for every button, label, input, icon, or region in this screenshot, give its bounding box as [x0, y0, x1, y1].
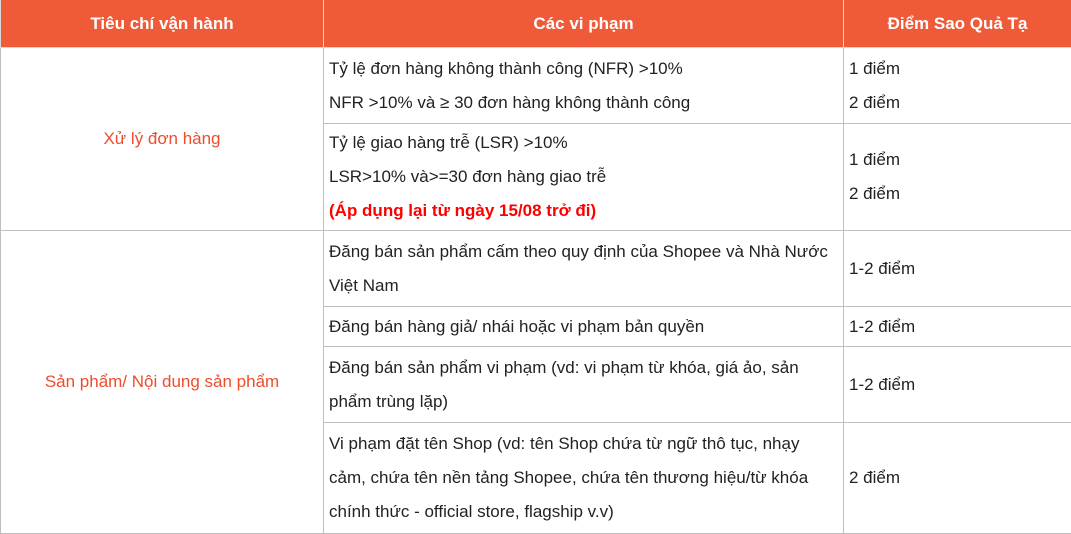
- points-cell: [844, 124, 1071, 231]
- violation-text: Tỷ lệ giao hàng trễ (LSR) >10%: [329, 126, 838, 160]
- violation-cell: Đăng bán hàng giả/ nhái hoặc vi phạm bản quyền: [324, 307, 844, 347]
- criterion-order-processing: Xử lý đơn hàng: [1, 48, 324, 231]
- violation-cell: Đăng bán sản phẩm cấm theo quy định của Shopee và Nhà Nước Việt Nam: [324, 231, 844, 307]
- points-text: 1 điểm: [849, 143, 1066, 177]
- violation-cell: Vi phạm đặt tên Shop (vd: tên Shop chứa từ ngữ thô tục, nhạy cảm, chứa tên nền tảng Shopee, chứa tên thương hiệu/từ khóa chính thức - official store, flagship v.v): [324, 423, 844, 534]
- points-cell: 1-2 điểm: [844, 307, 1071, 347]
- points-text: 2 điểm: [849, 86, 1066, 120]
- table-row: [1, 48, 1071, 124]
- violation-text: Tỷ lệ đơn hàng không thành công (NFR) >10%: [329, 52, 838, 86]
- violation-text: LSR>10% và>=30 đơn hàng giao trễ: [329, 160, 838, 194]
- points-cell: 2 điểm: [844, 423, 1071, 534]
- violation-text: NFR >10% và ≥ 30 đơn hàng không thành công: [329, 86, 838, 120]
- points-text: 2 điểm: [849, 177, 1066, 211]
- points-cell: 1-2 điểm: [844, 347, 1071, 423]
- points-text: 1 điểm: [849, 52, 1066, 86]
- criterion-product-content: Sản phẩm/ Nội dung sản phẩm: [1, 231, 324, 534]
- violation-note: (Áp dụng lại từ ngày 15/08 trở đi): [329, 194, 838, 228]
- violation-cell: [324, 48, 844, 124]
- table-header-row: [1, 0, 1071, 48]
- header-violations: Các vi phạm: [324, 0, 844, 48]
- table-row: [1, 231, 1071, 307]
- header-points: Điểm Sao Quả Tạ: [844, 0, 1071, 48]
- points-cell: 1-2 điểm: [844, 231, 1071, 307]
- header-criterion: Tiêu chí vận hành: [1, 0, 324, 48]
- violation-cell: Đăng bán sản phẩm vi phạm (vd: vi phạm từ khóa, giá ảo, sản phẩm trùng lặp): [324, 347, 844, 423]
- points-cell: [844, 48, 1071, 124]
- violation-cell: [324, 124, 844, 231]
